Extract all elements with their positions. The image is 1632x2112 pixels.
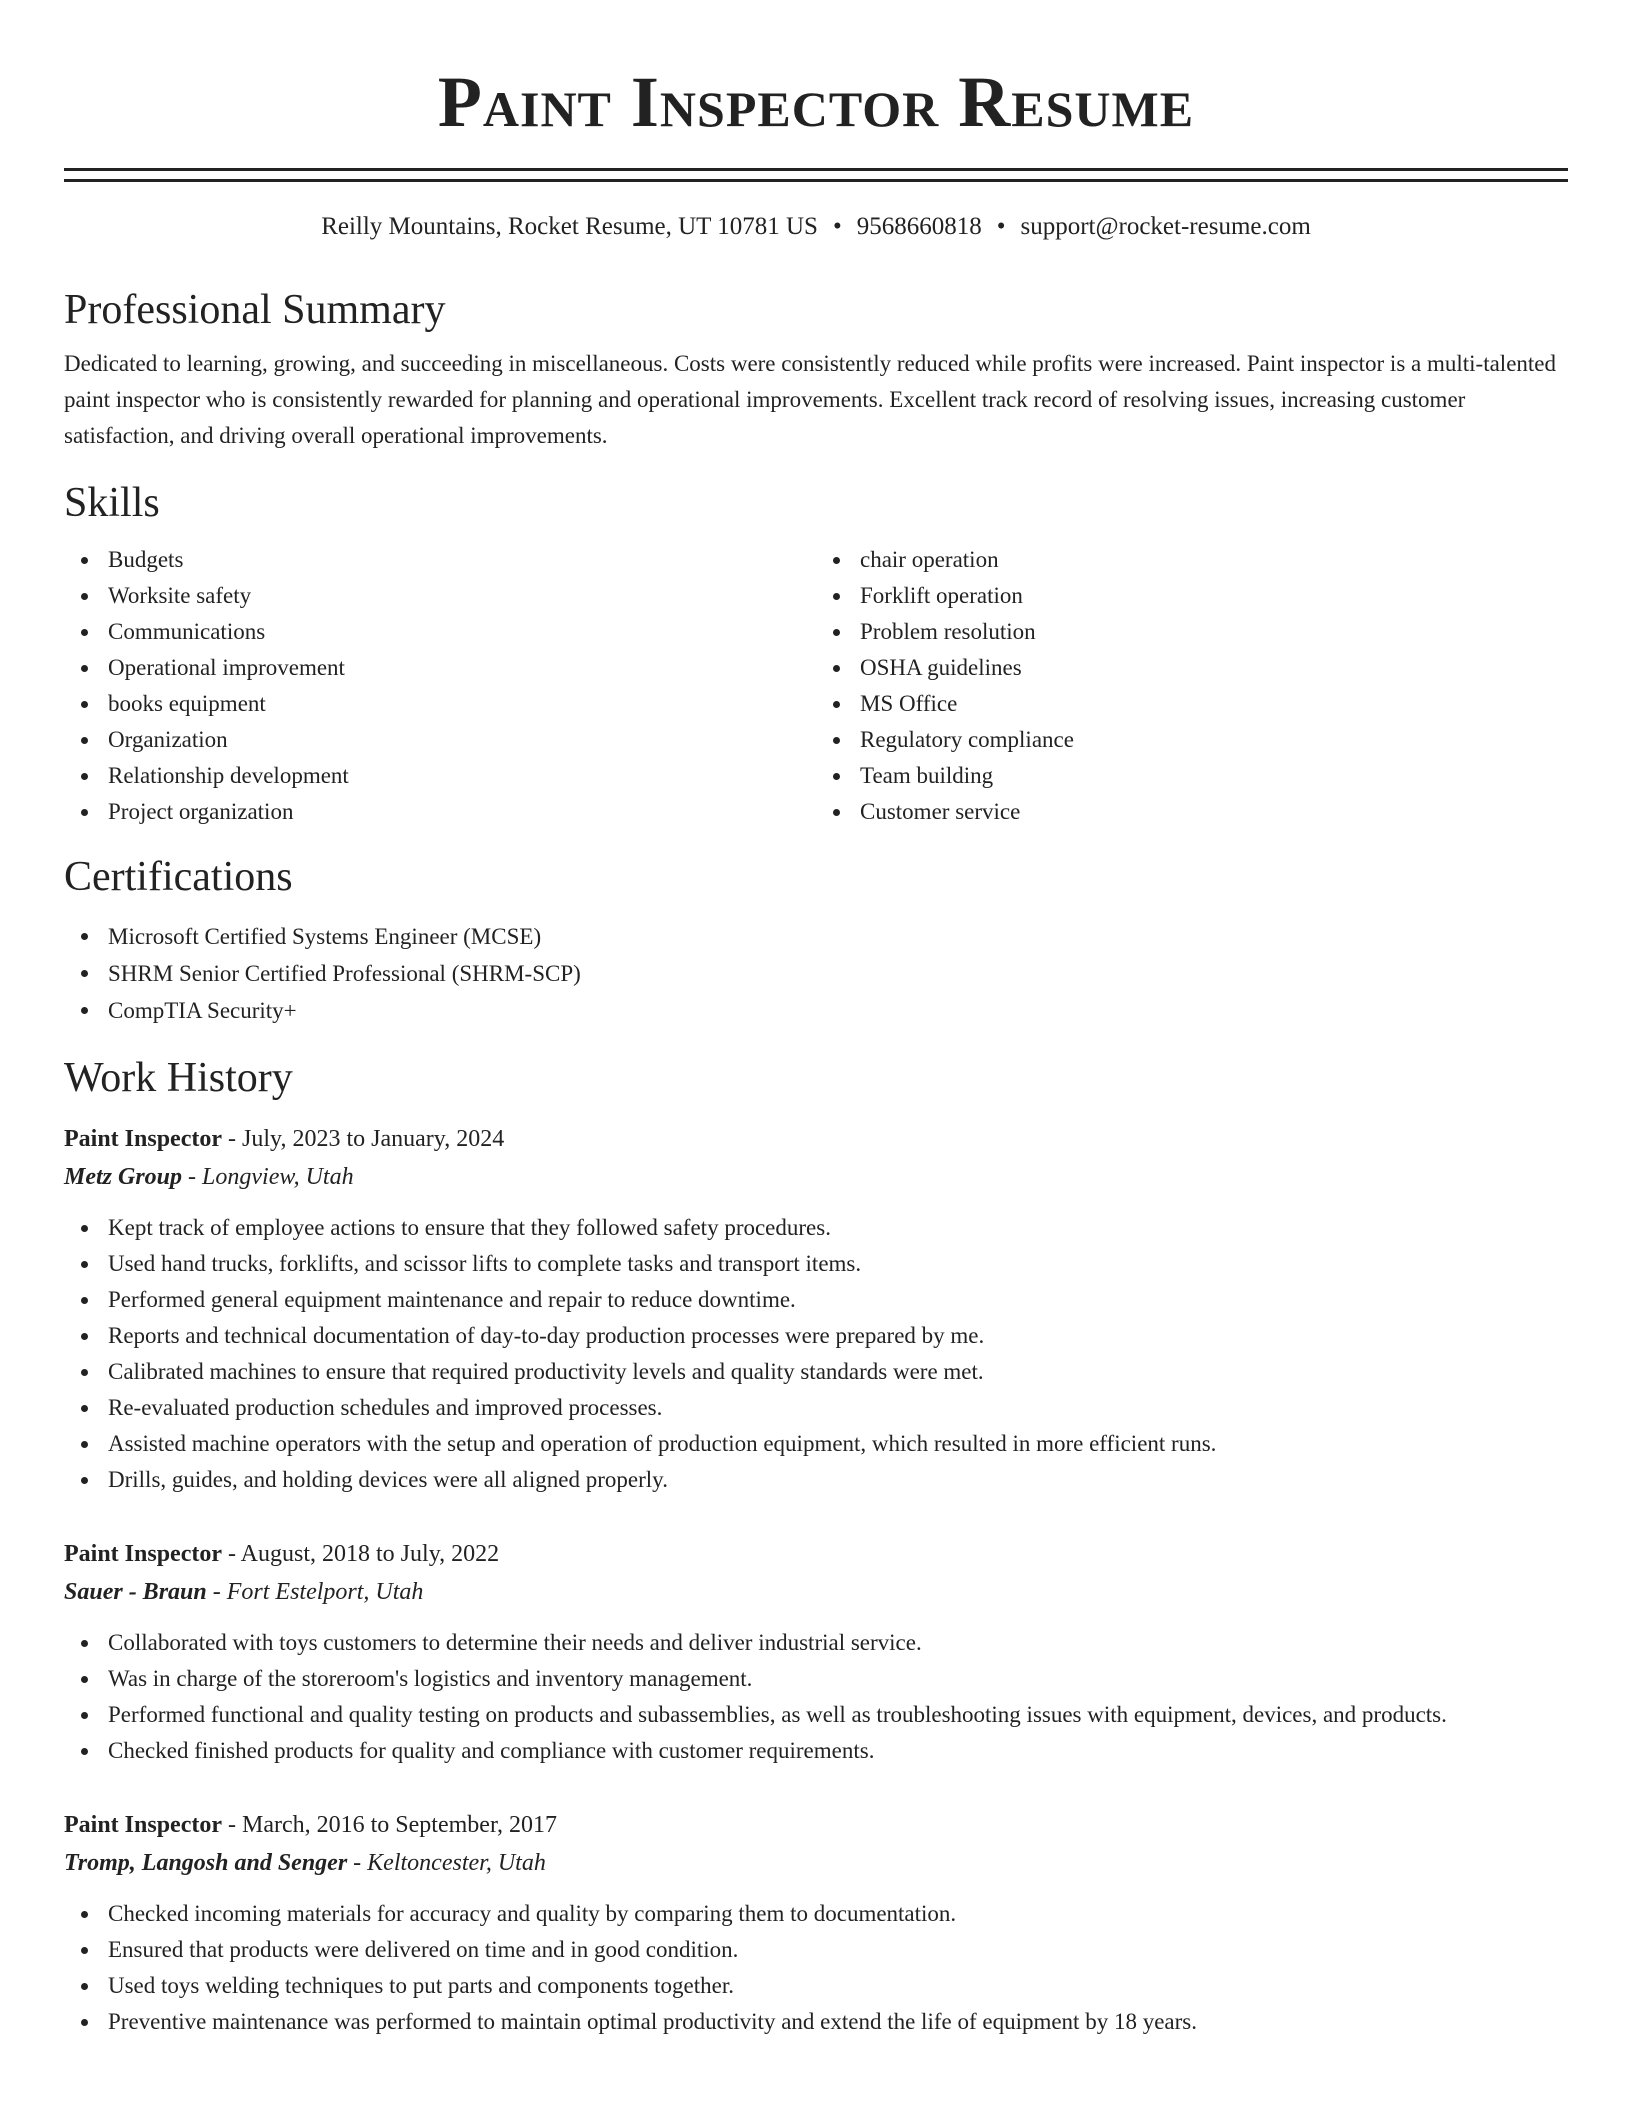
job-title: Paint Inspector	[64, 1541, 222, 1567]
certifications-heading: Certifications	[64, 854, 293, 900]
summary-heading: Professional Summary	[64, 287, 446, 333]
job-bullet: Checked incoming materials for accuracy and quality by comparing them to documentation.	[108, 1896, 1568, 1932]
title-divider	[64, 168, 1568, 182]
job-title-line	[64, 1535, 1568, 1573]
skill-item: Operational improvement	[108, 650, 816, 686]
job-bullet: Used toys welding techniques to put parts and components together.	[108, 1968, 1568, 2004]
skill-item: Relationship development	[108, 758, 816, 794]
certification-item: Microsoft Certified Systems Engineer (MCSE)	[108, 918, 1568, 955]
job-bullet: Assisted machine operators with the setup and operation of production equipment, which resulted in more efficient runs.	[108, 1426, 1568, 1462]
contact-separator: •	[996, 213, 1006, 240]
skill-item: Regulatory compliance	[860, 722, 1568, 758]
skill-item: Budgets	[108, 542, 816, 578]
job-entry	[64, 1806, 1568, 2040]
skill-item: Project organization	[108, 794, 816, 830]
job-company-line	[64, 1844, 1568, 1882]
skill-item: Team building	[860, 758, 1568, 794]
job-title-line	[64, 1120, 1568, 1158]
job-entry	[64, 1535, 1568, 1769]
job-dash: -	[347, 1850, 368, 1876]
job-bullet: Calibrated machines to ensure that required productivity levels and quality standards were met.	[108, 1354, 1568, 1390]
job-bullet: Drills, guides, and holding devices were all aligned properly.	[108, 1462, 1568, 1498]
job-dash: -	[182, 1164, 203, 1190]
skill-item: Forklift operation	[860, 578, 1568, 614]
skill-item: Organization	[108, 722, 816, 758]
contact-address: Reilly Mountains, Rocket Resume, UT 10781 US	[321, 213, 818, 240]
contact-email: support@rocket-resume.com	[1020, 213, 1311, 240]
job-bullet: Preventive maintenance was performed to maintain optimal productivity and extend the life of equipment by 18 years.	[108, 2004, 1568, 2040]
job-bullet: Kept track of employee actions to ensure that they followed safety procedures.	[108, 1210, 1568, 1246]
skills-list-right	[816, 542, 1568, 830]
job-company-line	[64, 1158, 1568, 1196]
contact-phone: 9568660818	[856, 213, 982, 240]
skills-heading: Skills	[64, 480, 160, 526]
job-location: Fort Estelport, Utah	[226, 1579, 424, 1605]
job-dash: -	[222, 1126, 242, 1152]
job-bullets	[64, 1625, 1568, 1769]
job-company: Tromp, Langosh and Senger	[64, 1850, 348, 1876]
job-company-line	[64, 1573, 1568, 1611]
job-bullets	[64, 1896, 1568, 2040]
skill-item: chair operation	[860, 542, 1568, 578]
skill-item: Customer service	[860, 794, 1568, 830]
certifications-list	[64, 918, 1568, 1029]
job-bullet: Reports and technical documentation of day-to-day production processes were prepared by me.	[108, 1318, 1568, 1354]
skill-item: books equipment	[108, 686, 816, 722]
job-location: Keltoncester, Utah	[367, 1850, 546, 1876]
job-bullet: Used hand trucks, forklifts, and scissor lifts to complete tasks and transport items.	[108, 1246, 1568, 1282]
summary-text: Dedicated to learning, growing, and succeeding in miscellaneous. Costs were consistently reduced while profits were increased. Paint inspector is a multi-talented paint inspector who is consistently rewarded for planning and operational improvements. Excellent track record of resolving issues, increasing customer satisfaction, and driving overall operational improvements.	[64, 351, 1557, 448]
job-location: Longview, Utah	[202, 1164, 354, 1190]
skill-item: MS Office	[860, 686, 1568, 722]
job-dates: July, 2023 to January, 2024	[242, 1126, 505, 1152]
contact-line	[64, 211, 1568, 243]
page-title: Paint Inspector Resume	[437, 62, 1195, 142]
skills-list-left	[64, 542, 816, 830]
job-dash: -	[222, 1812, 242, 1838]
job-bullet: Re-evaluated production schedules and improved processes.	[108, 1390, 1568, 1426]
job-bullet: Performed general equipment maintenance and repair to reduce downtime.	[108, 1282, 1568, 1318]
job-bullet: Ensured that products were delivered on time and in good condition.	[108, 1932, 1568, 1968]
job-title: Paint Inspector	[64, 1126, 222, 1152]
skill-item: OSHA guidelines	[860, 650, 1568, 686]
certification-item: CompTIA Security+	[108, 992, 1568, 1029]
job-bullet: Checked finished products for quality and compliance with customer requirements.	[108, 1733, 1568, 1769]
job-bullets	[64, 1210, 1568, 1498]
job-dates: August, 2018 to July, 2022	[240, 1541, 500, 1567]
job-bullet: Performed functional and quality testing on products and subassemblies, as well as troubleshooting issues with equipment, devices, and products.	[108, 1697, 1568, 1733]
job-company: Sauer - Braun	[64, 1579, 207, 1605]
job-title-line	[64, 1806, 1568, 1844]
job-dash: -	[222, 1541, 241, 1567]
job-dash: -	[206, 1579, 227, 1605]
skills-columns	[64, 542, 1568, 830]
job-bullet: Collaborated with toys customers to determine their needs and deliver industrial service.	[108, 1625, 1568, 1661]
job-company: Metz Group	[64, 1164, 183, 1190]
certification-item: SHRM Senior Certified Professional (SHRM-SCP)	[108, 955, 1568, 992]
job-entry	[64, 1120, 1568, 1498]
contact-separator: •	[832, 213, 842, 240]
job-title: Paint Inspector	[64, 1812, 222, 1838]
job-dates: March, 2016 to September, 2017	[242, 1812, 557, 1838]
job-bullet: Was in charge of the storeroom's logistics and inventory management.	[108, 1661, 1568, 1697]
skill-item: Problem resolution	[860, 614, 1568, 650]
skill-item: Worksite safety	[108, 578, 816, 614]
work-history-heading: Work History	[64, 1055, 293, 1101]
skill-item: Communications	[108, 614, 816, 650]
